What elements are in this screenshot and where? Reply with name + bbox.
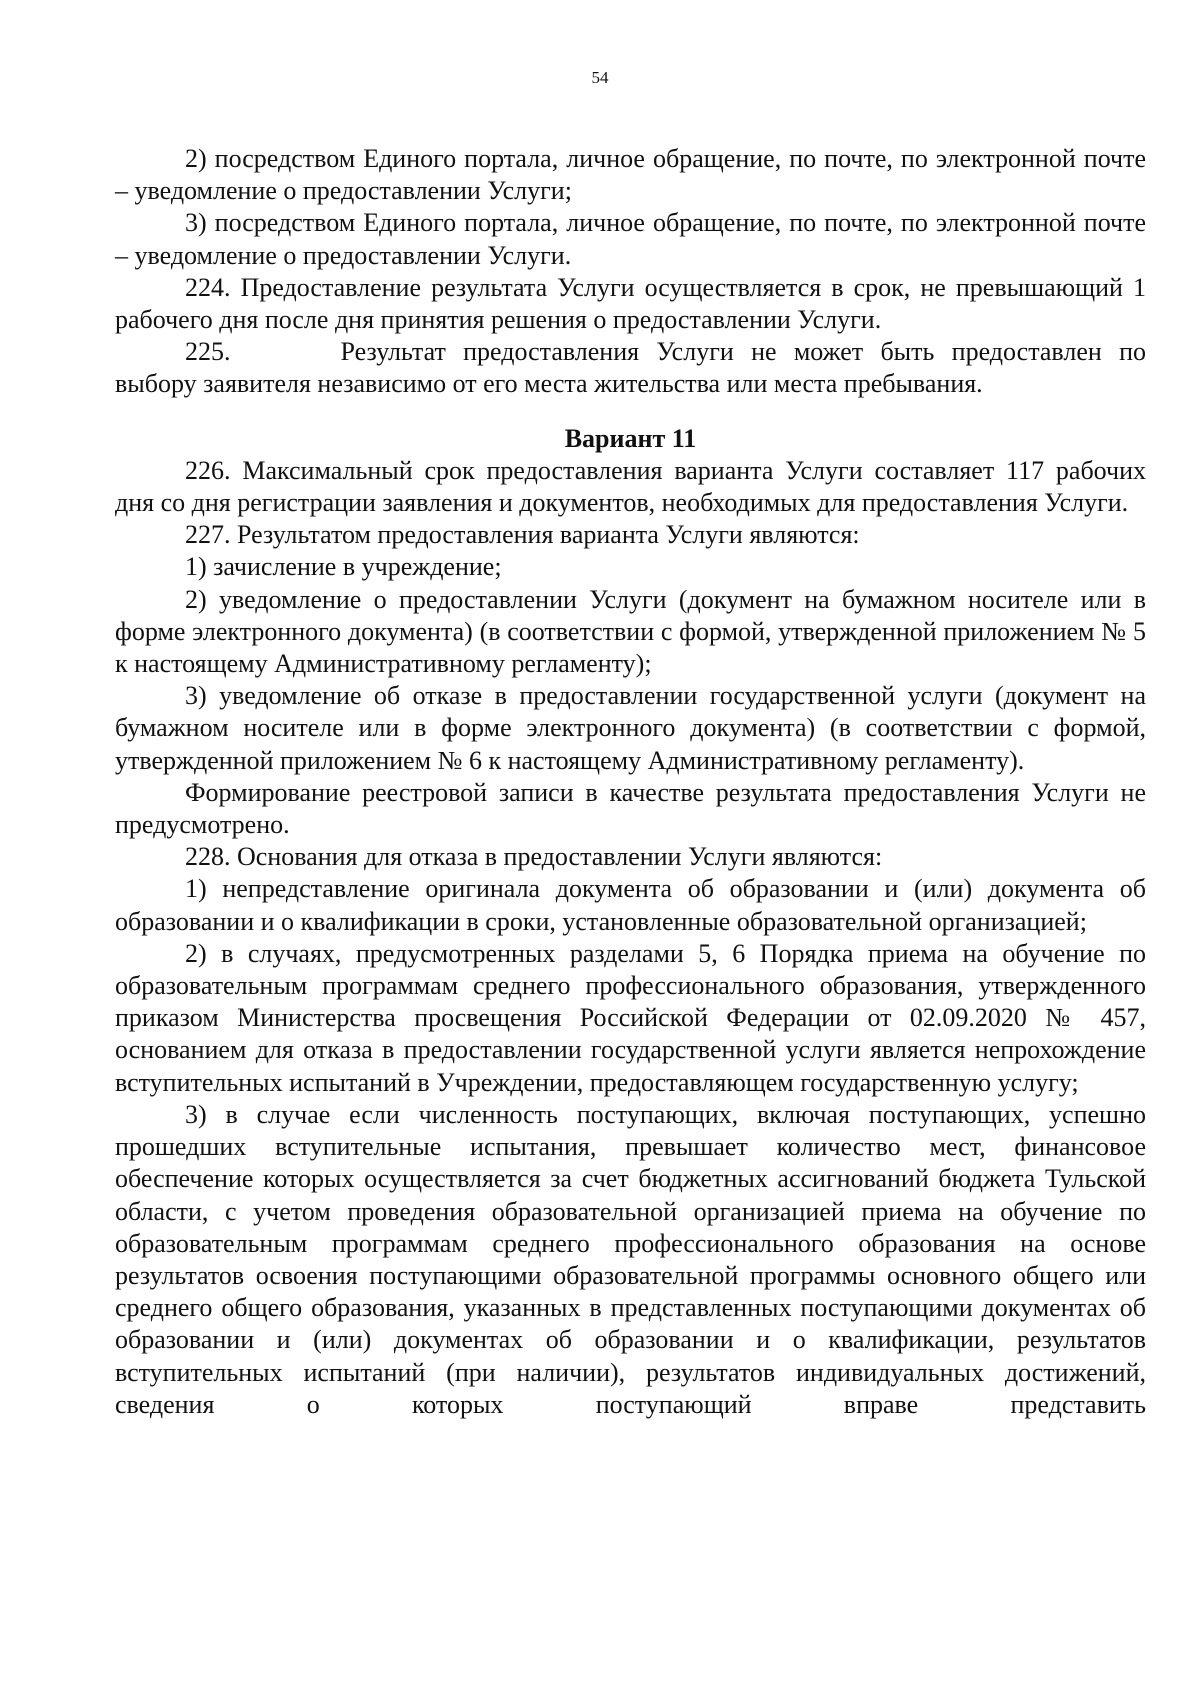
paragraph-227-item-3: 3) уведомление об отказе в предоставлении государственной услуги (документ на бумажном носителе или в форме электронного документа) (в соответствии с формой, утвержденной приложением № 6 к настоящему Административному регламенту). <box>115 681 1146 775</box>
paragraph-225-number: 225. <box>185 337 231 367</box>
page-number: 54 <box>591 68 609 87</box>
paragraph-228-item-2: 2) в случаях, предусмотренных разделами 5, 6 Порядка приема на обучение по образовательным программам среднего профессионального образования, утвержденного приказом Министерства просвещения Российской Федерации от 02.09.2020 № 457, основанием для отказа в предоставлении государственной услуги является непрохождение вступительных испытаний в Учреждении, предоставляющем государственную услугу; <box>115 938 1146 1097</box>
paragraph-225 <box>115 336 1146 400</box>
paragraph-227-item-2: 2) уведомление о предоставлении Услуги (документ на бумажном носителе или в форме электронного документа) (в соответствии с формой, утвержденной приложением № 5 к настоящему Административному регламенту); <box>115 584 1146 679</box>
paragraph-227-item-1: 1) зачисление в учреждение; <box>185 552 502 582</box>
paragraph-226: 226. Максимальный срок предоставления варианта Услуги составляет 117 рабочих дня со дня регистрации заявления и документов, необходимых для предоставления Услуги. <box>115 455 1146 518</box>
paragraph-227: 227. Результатом предоставления варианта Услуги являются: <box>185 520 860 550</box>
paragraph-228: 228. Основания для отказа в предоставлении Услуги являются: <box>185 842 883 872</box>
paragraph-227-note: Формирование реестровой записи в качестве результата предоставления Услуги не предусмотрено. <box>115 777 1146 840</box>
paragraph-228-item-3: 3) в случае если численность поступающих, включая поступающих, успешно прошедших вступительные испытания, превышает количество мест, финансовое обеспечение которых осуществляется за счет бюджетных ассигнований бюджета Тульской области, с учетом проведения образовательной организацией приема на обучение по образовательным программам среднего профессионального образования на основе результатов освоения поступающими образовательной программы основного общего или среднего общего образования, указанных в представленных поступающими документах об образовании и (или) документах об образовании и о квалификации, результатов вступительных испытаний (при наличии), результатов индивидуальных достижений, сведения о которых поступающий вправе представить <box>115 1099 1146 1419</box>
paragraph-item-2: 2) посредством Единого портала, личное обращение, по почте, по электронной почте – уведомление о предоставлении Услуги; <box>115 144 1146 206</box>
paragraph-228-item-1: 1) непредставление оригинала документа об образовании и (или) документа об образовании и о квалификации в сроки, установленные образовательной организацией; <box>115 874 1146 936</box>
paragraph-225-text: Результат предоставления Услуги не может быть предоставлен по выбору заявителя независимо от его места жительства или места пребывания. <box>115 337 1146 399</box>
paragraph-item-3: 3) посредством Единого портала, личное обращение, по почте, по электронной почте – уведомление о предоставлении Услуги. <box>115 208 1146 270</box>
paragraph-224: 224. Предоставление результата Услуги осуществляется в срок, не превышающий 1 рабочего дня после дня принятия решения о предоставлении Услуги. <box>115 272 1146 335</box>
section-heading: Вариант 11 <box>564 423 697 453</box>
document-body <box>115 143 1146 1421</box>
